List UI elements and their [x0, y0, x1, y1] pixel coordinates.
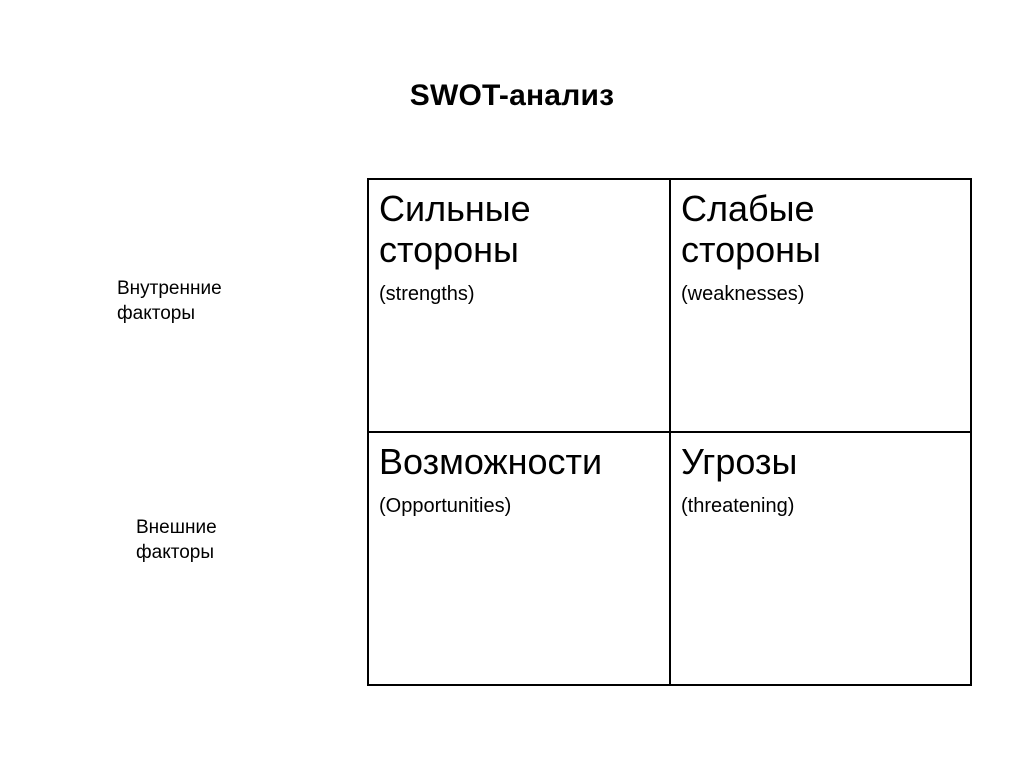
opportunities-heading: Возможности	[379, 441, 603, 482]
threats-heading: Угрозы	[681, 441, 798, 482]
threats-quadrant	[671, 433, 972, 684]
strengths-quadrant	[369, 180, 671, 433]
opportunities-quadrant	[369, 433, 671, 684]
internal-factors-label: Внутренние факторы	[117, 278, 222, 324]
page-title: SWOT-анализ	[409, 79, 615, 112]
swot-matrix	[367, 178, 972, 686]
opportunities-subtitle: (Opportunities)	[379, 495, 512, 517]
threats-subtitle: (threatening)	[681, 495, 795, 517]
weaknesses-heading: Слабые стороны	[681, 188, 821, 270]
external-factors-label: Внешние факторы	[136, 517, 217, 563]
strengths-heading: Сильные стороны	[379, 188, 531, 270]
strengths-subtitle: (strengths)	[379, 283, 475, 305]
weaknesses-quadrant	[671, 180, 972, 433]
weaknesses-subtitle: (weaknesses)	[681, 283, 805, 305]
